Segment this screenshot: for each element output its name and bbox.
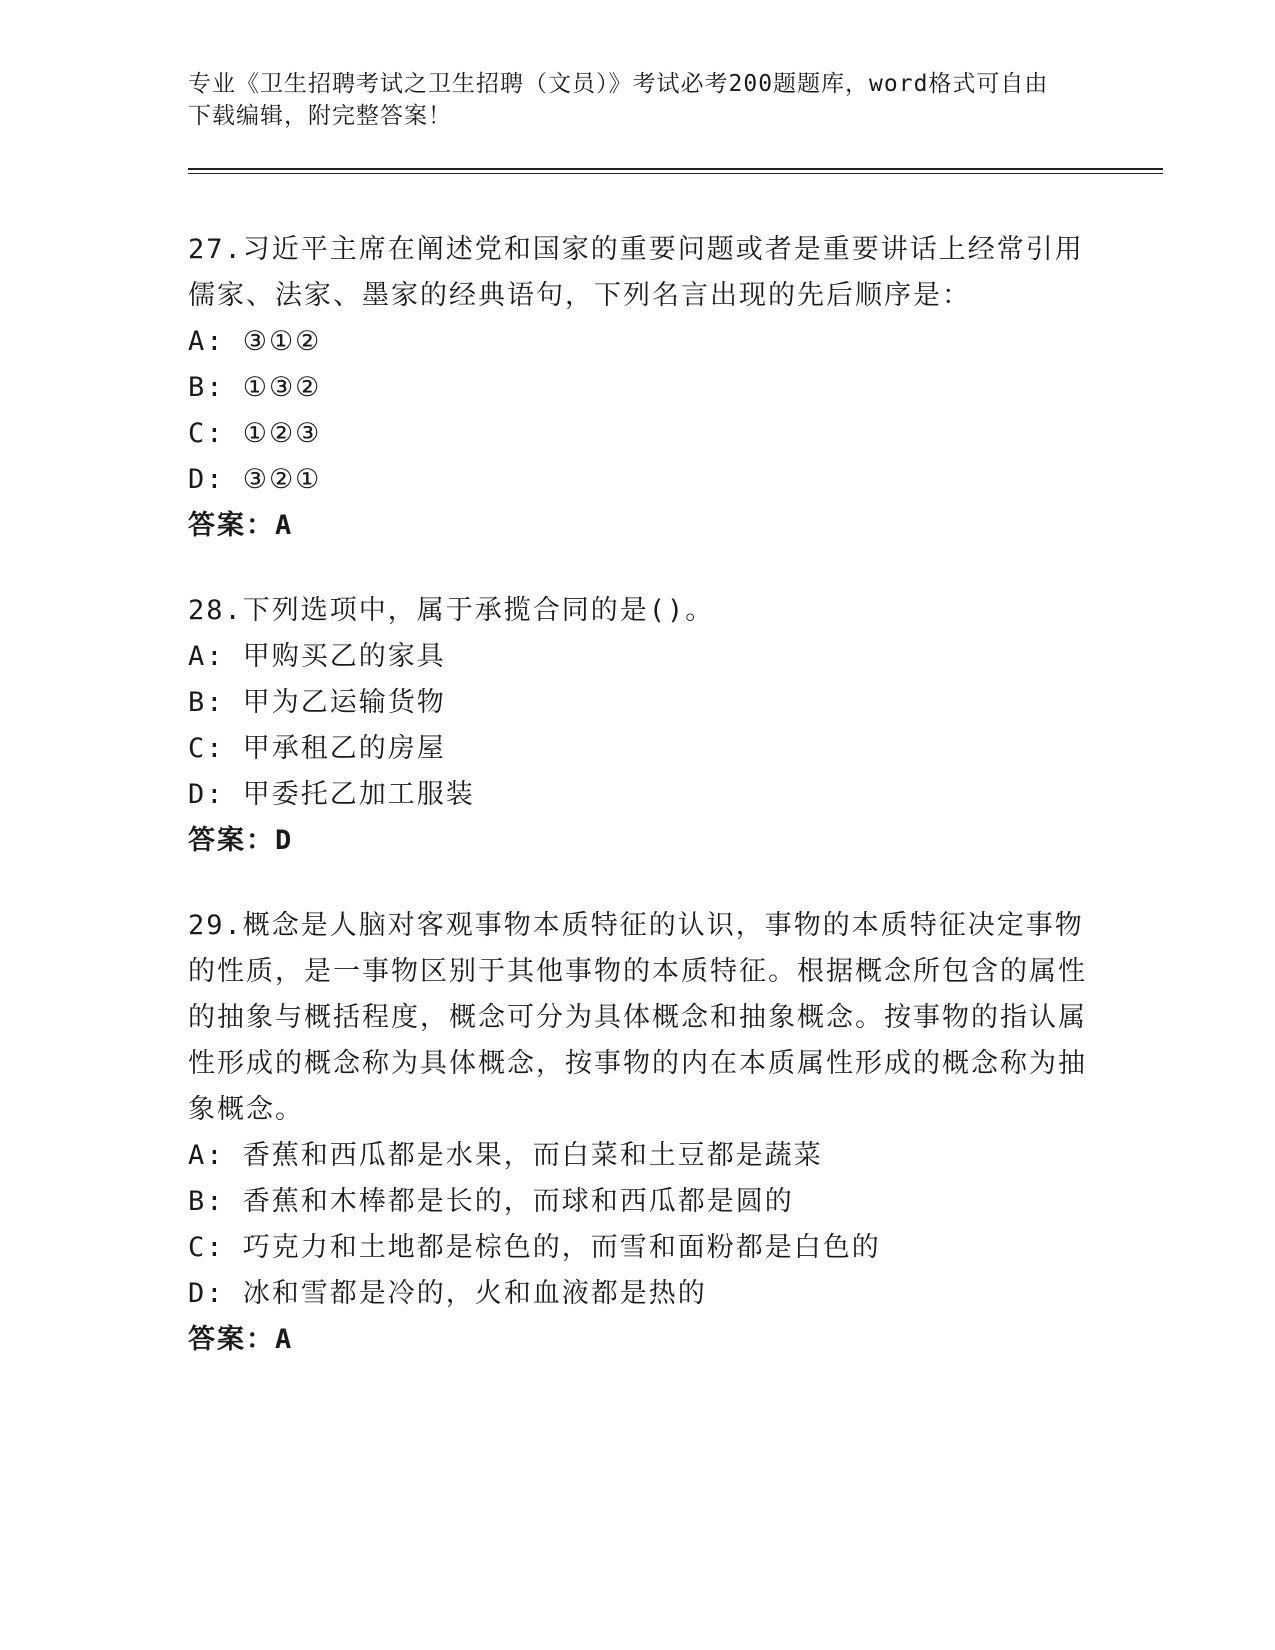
option-c: C: ①②③ [188,418,322,449]
option-b: B: 香蕉和木棒都是长的，而球和西瓜都是圆的 [188,1186,794,1217]
option-b: B: 甲为乙运输货物 [188,687,446,718]
answer: 答案：D [188,825,294,856]
question-list [188,227,1188,1363]
answer: 答案：A [188,1324,294,1355]
question-stem: 27.习近平主席在阐述党和国家的重要问题或者是重要讲话上经常引用儒家、法家、墨家的经典语句，下列名言出现的先后顺序是： [188,234,1084,311]
option-d: D: 冰和雪都是冷的，火和血液都是热的 [188,1278,707,1309]
document-page [188,68,1188,1363]
document-header: 专业《卫生招聘考试之卫生招聘（文员）》考试必考200题题库，word格式可自由下载编辑，附完整答案！ [188,71,1049,129]
option-a: A: ③①② [188,326,322,357]
option-a: A: 香蕉和西瓜都是水果，而白菜和土豆都是蔬菜 [188,1140,823,1171]
option-a: A: 甲购买乙的家具 [188,641,446,672]
question-28 [188,588,1188,864]
answer: 答案：A [188,510,294,541]
question-stem: 28.下列选项中，属于承揽合同的是()。 [188,595,715,626]
question-stem: 29.概念是人脑对客观事物本质特征的认识，事物的本质特征决定事物的性质，是一事物区别于其他事物的本质特征。根据概念所包含的属性的抽象与概括程度，概念可分为具体概念和抽象概念。按事物的指认属性形成的概念称为具体概念，按事物的内在本质属性形成的概念称为抽象概念。 [188,910,1087,1125]
option-c: C: 巧克力和土地都是棕色的，而雪和面粉都是白色的 [188,1232,881,1263]
question-29 [188,903,1188,1363]
option-d: D: 甲委托乙加工服装 [188,779,475,810]
option-b: B: ①③② [188,372,322,403]
option-d: D: ③②① [188,464,322,495]
question-27 [188,227,1188,549]
header-divider [188,168,1163,174]
option-c: C: 甲承租乙的房屋 [188,733,446,764]
